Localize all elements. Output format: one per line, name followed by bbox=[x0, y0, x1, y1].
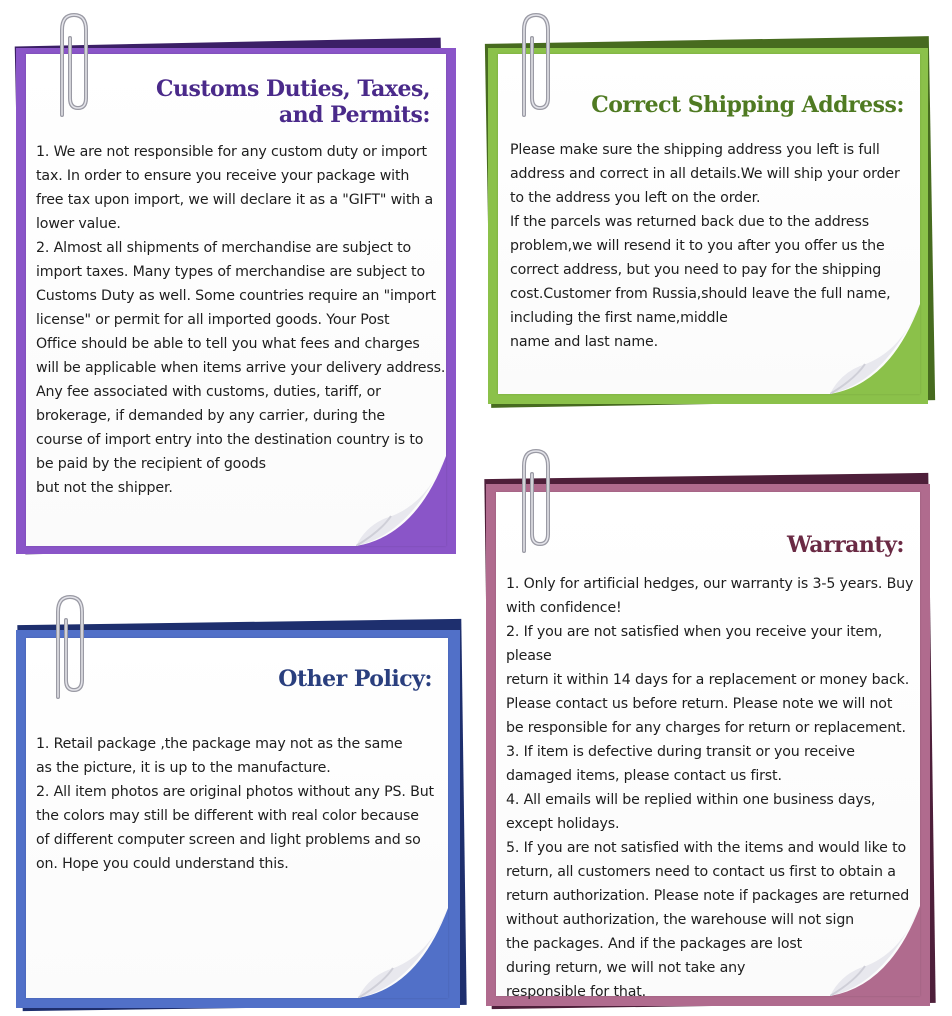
card-body: Please make sure the shipping address you left is full address and correct in all details.We will ship your order to the address you left on the order. If the parcels was returned back due to the address problem,we will resend it to you after you offer us the correct address, but you need to pay for the shipping cost.Customer from Russia,should leave the full name, including the first name,middle name and last name. bbox=[510, 142, 900, 350]
paperclip-icon bbox=[48, 592, 88, 702]
card-title: Other Policy: bbox=[278, 666, 432, 692]
paperclip-icon bbox=[514, 10, 554, 120]
other-policy-card bbox=[16, 620, 462, 1010]
card-title: Correct Shipping Address: bbox=[591, 92, 904, 118]
paperclip-icon bbox=[52, 10, 92, 120]
shipping-card bbox=[484, 38, 936, 406]
card-title: Warranty: bbox=[786, 532, 904, 558]
card-body: 1. Only for artificial hedges, our warranty is 3-5 years. Buy with confidence! 2. If you are not satisfied when you receive your item, please return it within 14 days for a replacement or money back. Please contact us before return. Please note we will not be responsible for any charges for return or replacement. 3. If item is defective during transit or you receive damaged items, please contact us first. 4. All emails will be replied within one business days, except holidays. 5. If you are not satisfied with the items and would like to return, all customers need to contact us first to obtain a return authorization. Please note if packages are returned without authorization, the warehouse will not sign the packages. And if the packages are lost during return, we will not take any responsible for that. bbox=[506, 576, 914, 1000]
card-title: Customs Duties, Taxes, and Permits: bbox=[155, 76, 430, 128]
page-curl-icon bbox=[358, 908, 448, 998]
card-paper bbox=[496, 492, 920, 1000]
card-paper bbox=[26, 54, 446, 546]
card-body: 1. We are not responsible for any custom duty or import tax. In order to ensure you receive your package with free tax upon import, we will declare it as a "GIFT" with a lower value. 2. Almost all shipments of merchandise are subject to import taxes. Many types of merchandise are subject to Customs Duty as well. Some countries require an "import license" or permit for all imported goods. Your Post Office should be able to tell you what fees and charges will be applicable when items arrive your delivery address. Any fee associated with customs, duties, tariff, or brokerage, if demanded by any carrier, during the course of import entry into the destination country is to be paid by the recipient of goods but not the shipper. bbox=[36, 144, 446, 496]
warranty-card bbox=[484, 474, 936, 1010]
page-curl-icon bbox=[830, 304, 920, 394]
customs-card bbox=[16, 38, 462, 558]
card-paper bbox=[498, 54, 920, 394]
card-paper bbox=[26, 638, 448, 998]
page-curl-icon bbox=[356, 456, 446, 546]
card-body: 1. Retail package ,the package may not as the same as the picture, it is up to the manufacture. 2. All item photos are original photos without any PS. But the colors may still be different with real color because of different computer screen and light problems and so on. Hope you could understand this. bbox=[36, 736, 434, 872]
page-curl-icon bbox=[830, 906, 920, 996]
paperclip-icon bbox=[514, 446, 554, 556]
